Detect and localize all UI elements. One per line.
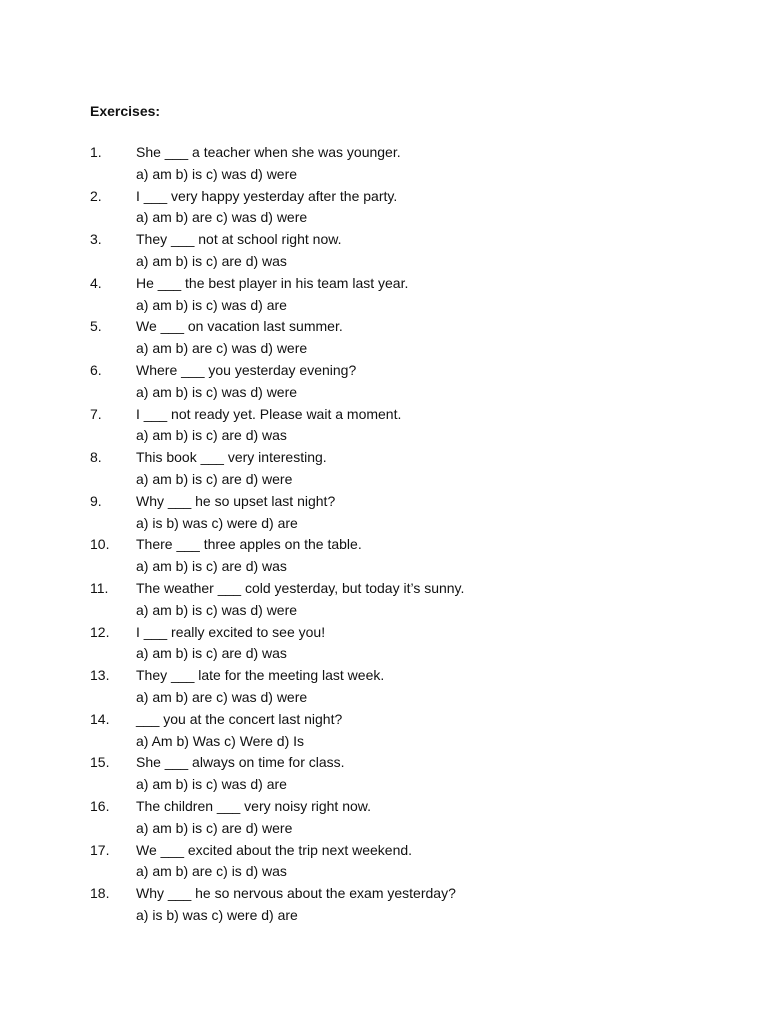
answer-options: a) am b) is c) are d) was (136, 558, 287, 575)
options-line (90, 425, 730, 447)
question-text: We ___ on vacation last summer. (136, 318, 343, 335)
options-line (90, 338, 730, 360)
options-line (90, 207, 730, 229)
question-number: 3. (90, 231, 102, 248)
question-number: 13. (90, 667, 110, 684)
question-line (90, 578, 730, 600)
question-line (90, 273, 730, 295)
question-number: 7. (90, 405, 102, 422)
options-line (90, 382, 730, 404)
question-text: We ___ excited about the trip next weekend. (136, 841, 413, 858)
options-line (90, 905, 730, 927)
options-line (90, 556, 730, 578)
answer-options: a) am b) are c) was d) were (136, 209, 308, 226)
question-text: ___ you at the concert last night? (136, 710, 343, 727)
question-number: 12. (90, 623, 110, 640)
options-line (90, 295, 730, 317)
answer-options: a) am b) is c) was d) were (136, 165, 298, 182)
options-line (90, 164, 730, 186)
question-number: 6. (90, 361, 102, 378)
question-text: They ___ not at school right now. (136, 231, 342, 248)
options-line (90, 818, 730, 840)
options-line (90, 731, 730, 753)
question-text: I ___ not ready yet. Please wait a moment. (136, 405, 402, 422)
options-line (90, 687, 730, 709)
question-number: 10. (90, 536, 110, 553)
question-line (90, 752, 730, 774)
question-number: 18. (90, 885, 110, 902)
question-number: 9. (90, 492, 102, 509)
question-text: Where ___ you yesterday evening? (136, 361, 357, 378)
answer-options: a) am b) is c) are d) was (136, 252, 287, 269)
question-line (90, 360, 730, 382)
answer-options: a) am b) is c) are d) was (136, 427, 287, 444)
answer-options: a) Am b) Was c) Were d) Is (136, 732, 305, 749)
question-line (90, 404, 730, 426)
question-line (90, 186, 730, 208)
answer-options: a) am b) is c) are d) were (136, 470, 293, 487)
question-line (90, 665, 730, 687)
question-line (90, 142, 730, 164)
question-number: 16. (90, 797, 110, 814)
question-line (90, 447, 730, 469)
question-number: 8. (90, 449, 102, 466)
options-line (90, 251, 730, 273)
options-line (90, 774, 730, 796)
question-text: This book ___ very interesting. (136, 449, 327, 466)
answer-options: a) am b) is c) was d) were (136, 383, 298, 400)
answer-options: a) am b) is c) was d) were (136, 601, 298, 618)
question-number: 4. (90, 274, 102, 291)
page-heading: Exercises: (90, 103, 161, 119)
question-text: She ___ always on time for class. (136, 754, 345, 771)
question-number: 11. (90, 579, 109, 596)
question-line (90, 840, 730, 862)
answer-options: a) am b) are c) was d) were (136, 688, 308, 705)
question-line (90, 534, 730, 556)
question-number: 17. (90, 841, 110, 858)
question-text: There ___ three apples on the table. (136, 536, 362, 553)
question-text: I ___ very happy yesterday after the party. (136, 187, 398, 204)
question-text: They ___ late for the meeting last week. (136, 667, 385, 684)
question-line (90, 229, 730, 251)
answer-options: a) am b) is c) was d) are (136, 296, 287, 313)
answer-options: a) am b) are c) is d) was (136, 863, 287, 880)
question-text: I ___ really excited to see you! (136, 623, 326, 640)
question-text: The children ___ very noisy right now. (136, 797, 372, 814)
question-text: Why ___ he so upset last night? (136, 492, 336, 509)
options-line (90, 469, 730, 491)
question-text: He ___ the best player in his team last year. (136, 274, 409, 291)
question-line (90, 709, 730, 731)
options-line (90, 600, 730, 622)
options-line (90, 513, 730, 535)
answer-options: a) is b) was c) were d) are (136, 514, 298, 531)
question-line (90, 883, 730, 905)
question-line (90, 622, 730, 644)
answer-options: a) am b) are c) was d) were (136, 340, 308, 357)
question-number: 1. (90, 144, 102, 160)
question-line (90, 491, 730, 513)
question-text: Why ___ he so nervous about the exam yesterday? (136, 885, 456, 902)
answer-options: a) am b) is c) are d) was (136, 645, 287, 662)
question-number: 14. (90, 710, 110, 727)
question-number: 5. (90, 318, 102, 335)
question-number: 15. (90, 754, 110, 771)
answer-options: a) am b) is c) are d) were (136, 819, 293, 836)
answer-options: a) am b) is c) was d) are (136, 776, 287, 793)
exercise-list (90, 142, 730, 927)
question-text: The weather ___ cold yesterday, but today it’s sunny. (136, 579, 465, 596)
options-line (90, 861, 730, 883)
options-line (90, 643, 730, 665)
question-line (90, 316, 730, 338)
question-line (90, 796, 730, 818)
answer-options: a) is b) was c) were d) are (136, 906, 298, 923)
question-number: 2. (90, 187, 102, 204)
question-text: She ___ a teacher when she was younger. (136, 144, 401, 160)
